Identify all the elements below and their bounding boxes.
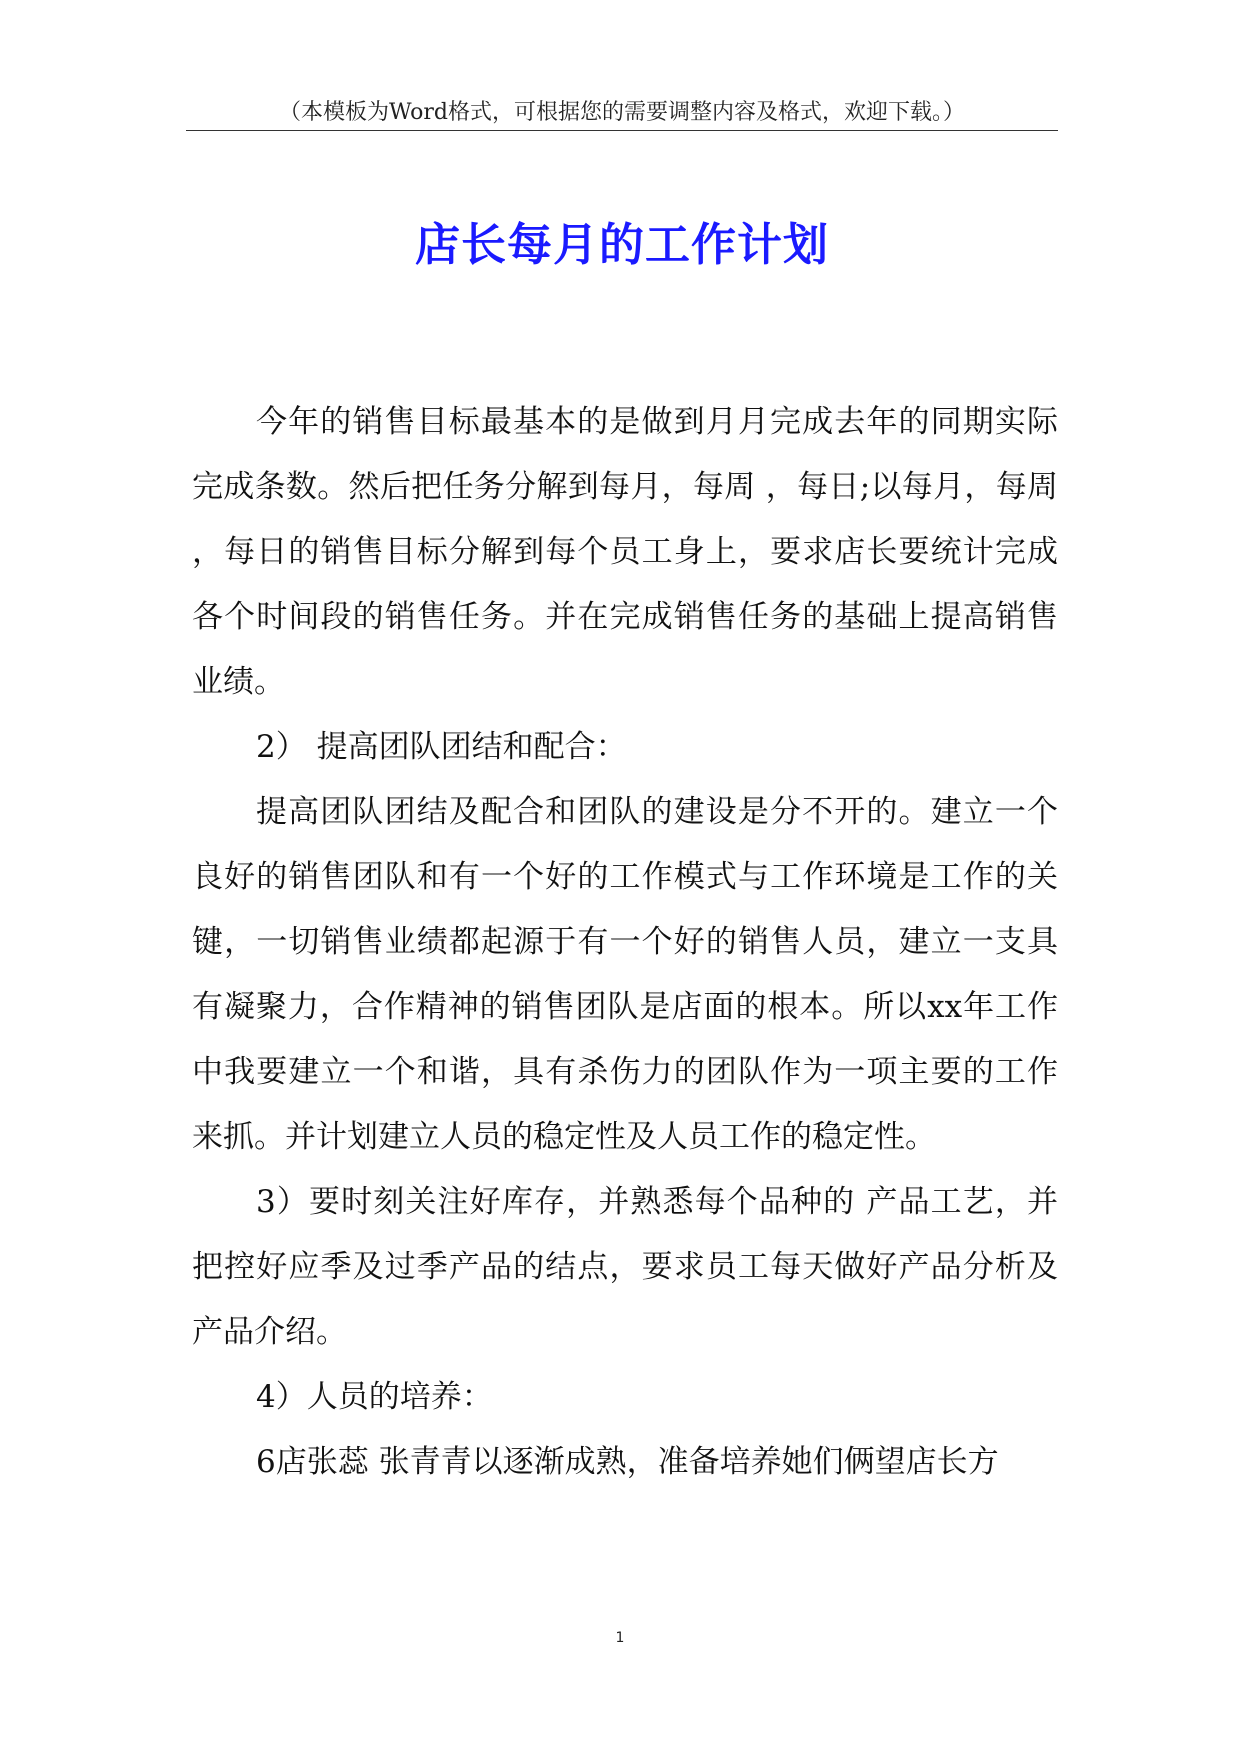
document-body (192, 390, 1058, 1495)
paragraph-inventory: 3）要时刻关注好库存，并熟悉每个品种的 产品工艺，并把控好应季及过季产品的结点，要求员工每天做好产品分析及产品介绍。 (192, 1184, 1058, 1350)
paragraph-team-building: 提高团队团结及配合和团队的建设是分不开的。建立一个良好的销售团队和有一个好的工作模式与工作环境是工作的关键，一切销售业绩都起源于有一个好的销售人员，建立一支具有凝聚力，合作精神的销售团队是店面的根本。所以xx年工作中我要建立一个和谐，具有杀伤力的团队作为一项主要的工作来抓。并计划建立人员的稳定性及人员工作的稳定性。 (192, 794, 1058, 1155)
page-number: 1 (615, 1630, 625, 1646)
paragraph-training-detail: 6店张蕊 张青青以逐渐成熟，准备培养她们俩望店长方 (256, 1444, 999, 1480)
paragraph-sales-target: 今年的销售目标最基本的是做到月月完成去年的同期实际完成条数。然后把任务分解到每月，每周 ，每日;以每月，每周 ，每日的销售目标分解到每个员工身上，要求店长要统计完成各个时间段的销售任务。并在完成销售任务的基础上提高销售业绩。 (192, 404, 1058, 700)
paragraph-team-heading: 2） 提高团队团结和配合： (256, 729, 627, 765)
paragraph-training-heading: 4）人员的培养： (256, 1379, 493, 1415)
header-note: （本模板为Word格式，可根据您的需要调整内容及格式，欢迎下载。） (279, 100, 965, 125)
header-divider (186, 130, 1058, 131)
document-title: 店长每月的工作计划 (414, 218, 829, 271)
